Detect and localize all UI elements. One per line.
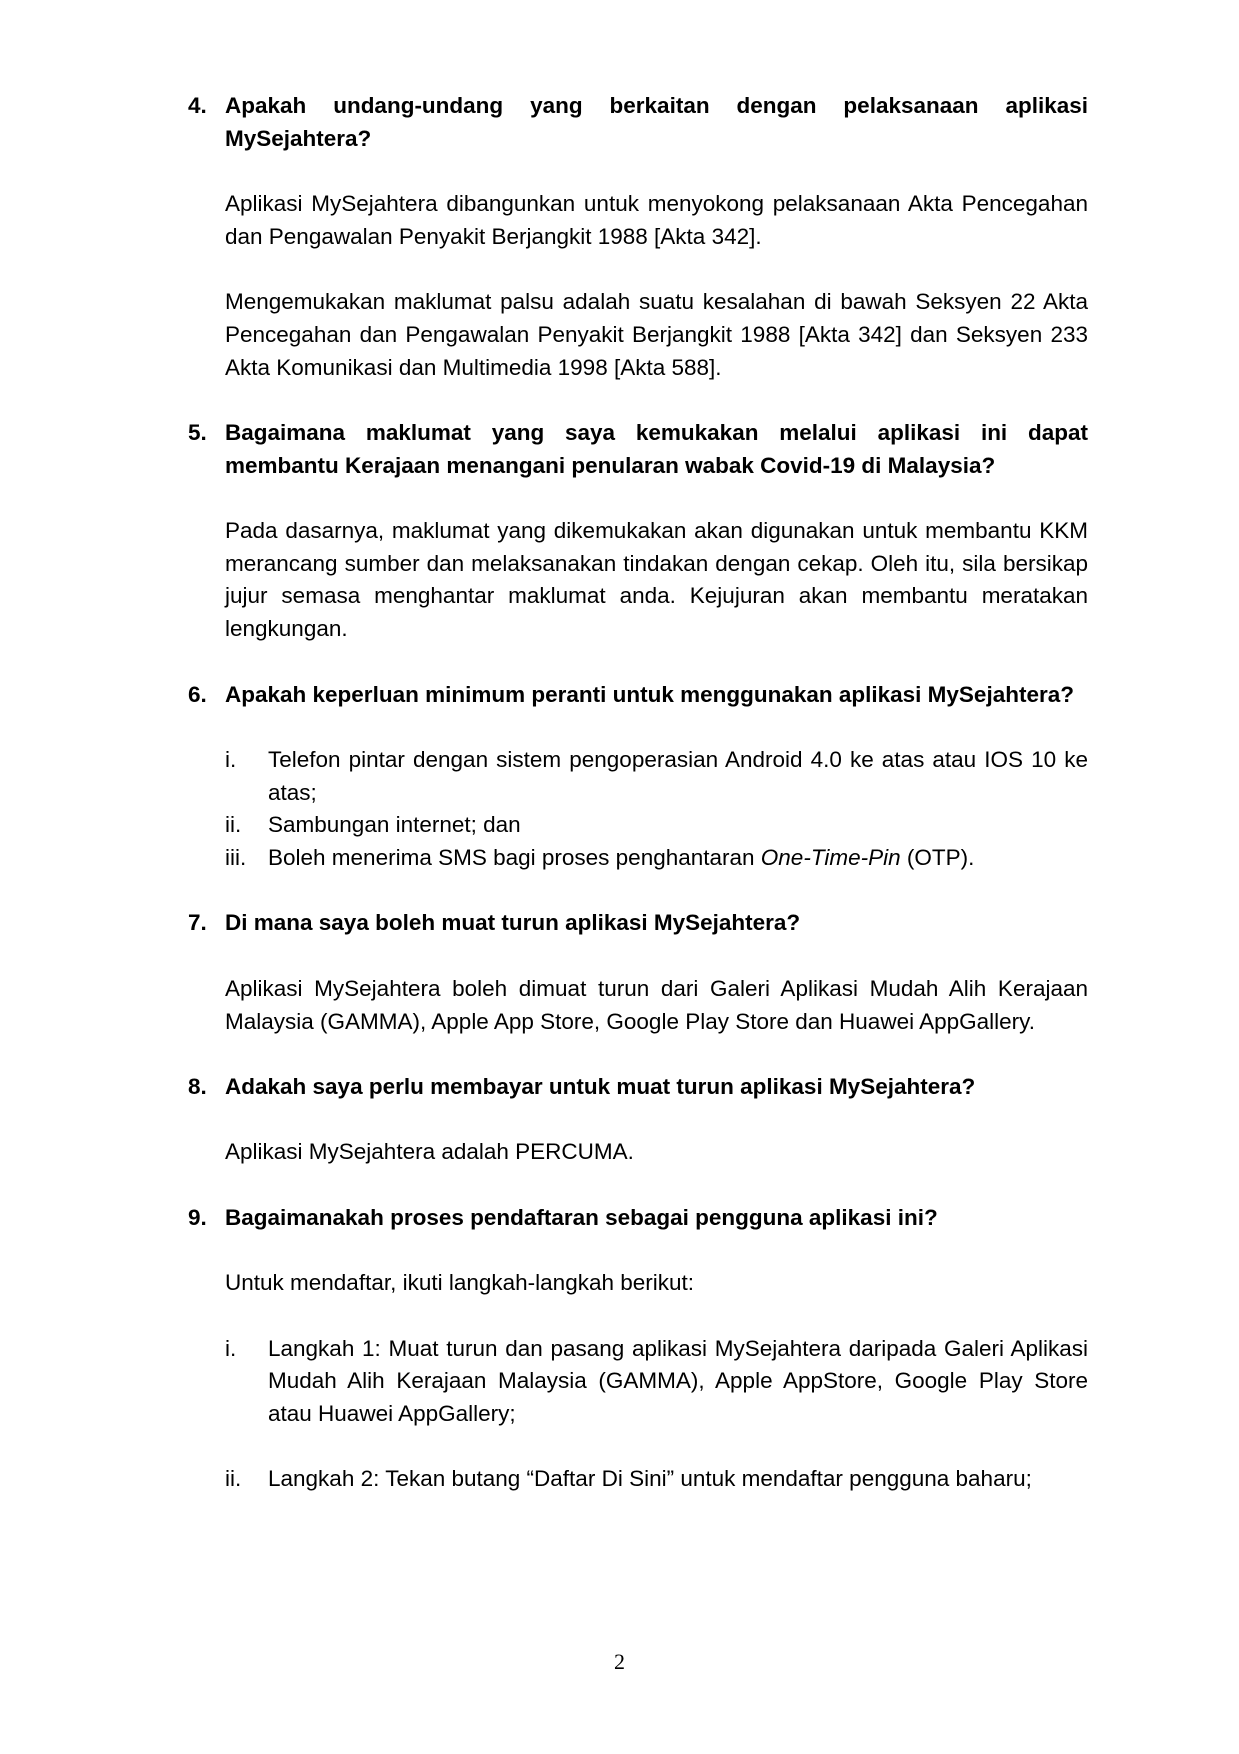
answer-paragraph: Pada dasarnya, maklumat yang dikemukakan akan digunakan untuk membantu KKM merancang sumber dan melaksanakan tindakan dengan cekap. Oleh itu, sila bersikap jujur semasa menghantar maklumat anda. Kejujuran akan membantu meratakan lengkungan. (225, 518, 1088, 642)
question-number: 5. (188, 419, 207, 445)
faq-section-8 (188, 1071, 1088, 1169)
answer-paragraph: Aplikasi MySejahtera adalah PERCUMA. (225, 1139, 634, 1165)
faq-section-4 (188, 90, 1088, 384)
requirements-list (188, 744, 1088, 875)
list-item-text: Sambungan internet; dan (268, 812, 521, 838)
question-number: 7. (188, 910, 207, 936)
faq-section-5 (188, 417, 1088, 646)
list-item (188, 809, 1088, 842)
faq-question (188, 90, 1088, 155)
list-item-text: Telefon pintar dengan sistem pengoperasian Android 4.0 ke atas atau IOS 10 ke atas; (268, 746, 1088, 805)
list-item-text (268, 845, 974, 870)
list-marker: i. (225, 746, 237, 772)
question-text: Di mana saya boleh muat turun aplikasi MySejahtera? (225, 910, 801, 936)
list-marker: i. (225, 1335, 237, 1361)
answer-paragraph: Untuk mendaftar, ikuti langkah-langkah berikut: (225, 1270, 695, 1296)
question-text: Apakah undang-undang yang berkaitan dengan pelaksanaan aplikasi MySejahtera? (225, 93, 1088, 151)
faq-question (188, 907, 1088, 940)
answer-paragraph: Aplikasi MySejahtera boleh dimuat turun dari Galeri Aplikasi Mudah Alih Kerajaan Malaysia (GAMMA), Apple App Store, Google Play Store dan Huawei AppGallery. (225, 975, 1088, 1034)
faq-content (188, 90, 1088, 1496)
list-item (188, 842, 1088, 875)
question-text: Bagaimanakah proses pendaftaran sebagai pengguna aplikasi ini? (225, 1204, 938, 1230)
faq-section-9 (188, 1202, 1088, 1496)
list-item-text: Langkah 2: Tekan butang “Daftar Di Sini” untuk mendaftar pengguna baharu; (268, 1466, 1032, 1492)
list-marker: ii. (225, 1466, 242, 1492)
list-marker: ii. (225, 812, 242, 838)
list-item (188, 1463, 1088, 1496)
question-number: 4. (188, 93, 207, 118)
question-number: 6. (188, 681, 207, 707)
faq-question (188, 417, 1088, 482)
question-number: 9. (188, 1204, 207, 1230)
list-item-text-before: Boleh menerima SMS bagi proses penghantaran (268, 845, 761, 871)
answer-paragraph: Mengemukakan maklumat palsu adalah suatu kesalahan di bawah Seksyen 22 Akta Pencegahan dan Pengawalan Penyakit Berjangkit 1988 [Akta 342] dan Seksyen 233 Akta Komunikasi dan Multimedia 1998 [Akta 588]. (225, 289, 1088, 380)
question-number: 8. (188, 1073, 207, 1099)
question-text: Adakah saya perlu membayar untuk muat turun aplikasi MySejahtera? (225, 1073, 976, 1099)
list-marker: iii. (225, 845, 247, 871)
list-item-text-italic: One-Time-Pin (760, 845, 901, 871)
answer-paragraph: Aplikasi MySejahtera dibangunkan untuk menyokong pelaksanaan Akta Pencegahan dan Pengawalan Penyakit Berjangkit 1988 [Akta 342]. (225, 191, 1088, 249)
list-item (188, 744, 1088, 809)
list-item-text: Langkah 1: Muat turun dan pasang aplikasi MySejahtera daripada Galeri Aplikasi Mudah Alih Kerajaan Malaysia (GAMMA), Apple AppStore, Google Play Store atau Huawei AppGallery; (268, 1335, 1088, 1426)
faq-section-7 (188, 907, 1088, 1038)
question-text: Bagaimana maklumat yang saya kemukakan melalui aplikasi ini dapat membantu Kerajaan menangani penularan wabak Covid-19 di Malaysia? (225, 419, 1088, 478)
list-item-text-after: (OTP). (900, 845, 975, 871)
faq-section-6 (188, 679, 1088, 875)
question-text: Apakah keperluan minimum peranti untuk menggunakan aplikasi MySejahtera? (225, 681, 1074, 707)
faq-question (188, 1202, 1088, 1235)
faq-question (188, 1071, 1088, 1104)
faq-question (188, 679, 1088, 712)
page-number: 2 (614, 1649, 625, 1674)
list-item (188, 1333, 1088, 1431)
registration-steps-list (188, 1333, 1088, 1497)
